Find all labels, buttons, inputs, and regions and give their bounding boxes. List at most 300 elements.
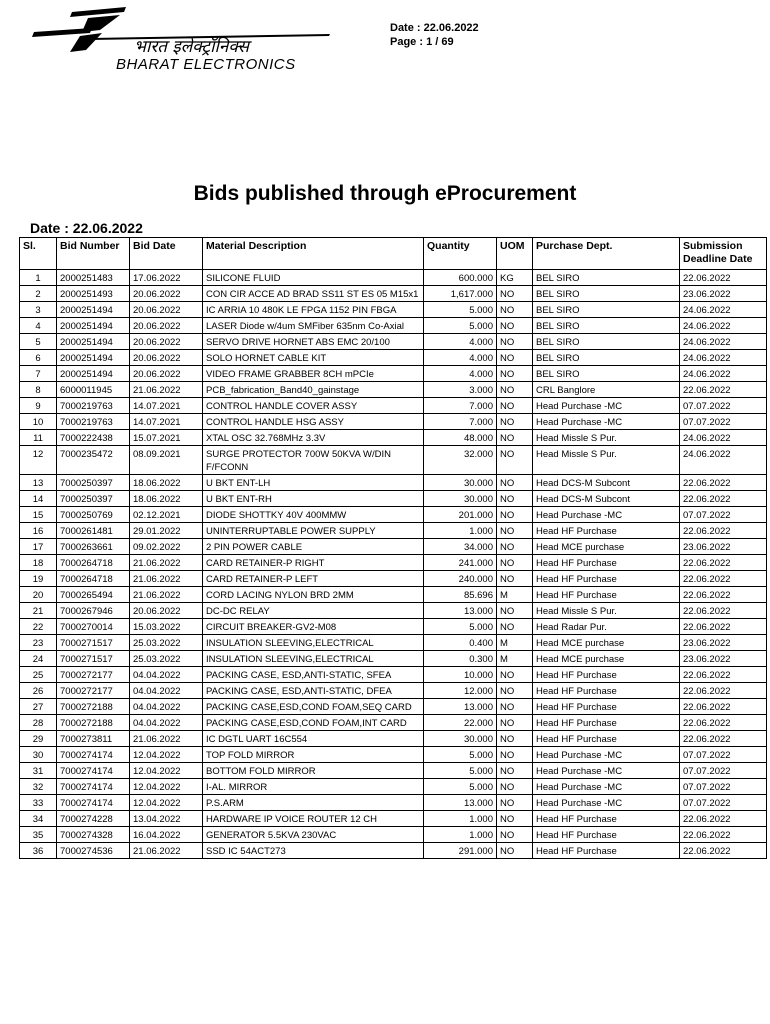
table-row bbox=[20, 555, 767, 571]
cell-uom: NO bbox=[497, 555, 533, 571]
table-row bbox=[20, 398, 767, 414]
cell-submission-deadline: 24.06.2022 bbox=[680, 334, 767, 350]
cell-bid-date: 21.06.2022 bbox=[130, 382, 203, 398]
cell-submission-deadline: 24.06.2022 bbox=[680, 350, 767, 366]
cell-material-description: PACKING CASE, ESD,ANTI-STATIC, SFEA bbox=[203, 667, 424, 683]
cell-material-description: SERVO DRIVE HORNET ABS EMC 20/100 bbox=[203, 334, 424, 350]
cell-uom: NO bbox=[497, 302, 533, 318]
cell-bid-date: 13.04.2022 bbox=[130, 811, 203, 827]
cell-purchase-dept: Head Purchase -MC bbox=[533, 398, 680, 414]
cell-sl: 4 bbox=[20, 318, 57, 334]
cell-sl: 1 bbox=[20, 270, 57, 286]
cell-uom: NO bbox=[497, 843, 533, 859]
cell-bid-number: 2000251494 bbox=[57, 334, 130, 350]
cell-purchase-dept: Head HF Purchase bbox=[533, 571, 680, 587]
table-row bbox=[20, 539, 767, 555]
cell-bid-date: 25.03.2022 bbox=[130, 635, 203, 651]
table-row bbox=[20, 619, 767, 635]
cell-uom: NO bbox=[497, 731, 533, 747]
table-row bbox=[20, 747, 767, 763]
cell-material-description: CIRCUIT BREAKER-GV2-M08 bbox=[203, 619, 424, 635]
cell-purchase-dept: Head HF Purchase bbox=[533, 555, 680, 571]
col-header-material-description: Material Description bbox=[203, 238, 424, 270]
cell-quantity: 32.000 bbox=[424, 446, 497, 475]
cell-uom: NO bbox=[497, 827, 533, 843]
cell-bid-date: 20.06.2022 bbox=[130, 366, 203, 382]
cell-bid-date: 20.06.2022 bbox=[130, 302, 203, 318]
cell-material-description: U BKT ENT-RH bbox=[203, 491, 424, 507]
cell-uom: NO bbox=[497, 507, 533, 523]
cell-material-description: TOP FOLD MIRROR bbox=[203, 747, 424, 763]
cell-purchase-dept: Head Purchase -MC bbox=[533, 779, 680, 795]
cell-bid-date: 18.06.2022 bbox=[130, 475, 203, 491]
print-date: Date : 22.06.2022 bbox=[390, 22, 479, 34]
cell-quantity: 30.000 bbox=[424, 491, 497, 507]
cell-purchase-dept: Head Missle S Pur. bbox=[533, 603, 680, 619]
cell-bid-number: 2000251494 bbox=[57, 302, 130, 318]
cell-uom: NO bbox=[497, 523, 533, 539]
cell-bid-number: 7000274174 bbox=[57, 795, 130, 811]
cell-submission-deadline: 22.06.2022 bbox=[680, 827, 767, 843]
cell-uom: NO bbox=[497, 318, 533, 334]
page-title: Bids published through eProcurement bbox=[193, 182, 577, 205]
cell-material-description: INSULATION SLEEVING,ELECTRICAL bbox=[203, 635, 424, 651]
table-row bbox=[20, 507, 767, 523]
cell-material-description: SILICONE FLUID bbox=[203, 270, 424, 286]
cell-quantity: 3.000 bbox=[424, 382, 497, 398]
cell-quantity: 13.000 bbox=[424, 699, 497, 715]
cell-submission-deadline: 22.06.2022 bbox=[680, 843, 767, 859]
cell-sl: 35 bbox=[20, 827, 57, 843]
cell-uom: NO bbox=[497, 619, 533, 635]
cell-submission-deadline: 22.06.2022 bbox=[680, 699, 767, 715]
cell-submission-deadline: 07.07.2022 bbox=[680, 747, 767, 763]
bel-logo bbox=[30, 6, 340, 73]
cell-uom: NO bbox=[497, 763, 533, 779]
cell-bid-date: 08.09.2021 bbox=[130, 446, 203, 475]
cell-purchase-dept: CRL Banglore bbox=[533, 382, 680, 398]
cell-bid-number: 7000274174 bbox=[57, 763, 130, 779]
cell-purchase-dept: Head Purchase -MC bbox=[533, 795, 680, 811]
cell-submission-deadline: 07.07.2022 bbox=[680, 763, 767, 779]
cell-sl: 22 bbox=[20, 619, 57, 635]
cell-purchase-dept: Head Radar Pur. bbox=[533, 619, 680, 635]
cell-uom: NO bbox=[497, 398, 533, 414]
cell-sl: 27 bbox=[20, 699, 57, 715]
cell-quantity: 13.000 bbox=[424, 603, 497, 619]
table-row bbox=[20, 491, 767, 507]
col-header-purchase-dept: Purchase Dept. bbox=[533, 238, 680, 270]
cell-sl: 17 bbox=[20, 539, 57, 555]
table-row bbox=[20, 699, 767, 715]
table-row bbox=[20, 270, 767, 286]
table-row bbox=[20, 603, 767, 619]
cell-material-description: CARD RETAINER-P LEFT bbox=[203, 571, 424, 587]
table-row bbox=[20, 715, 767, 731]
cell-bid-number: 7000274328 bbox=[57, 827, 130, 843]
cell-submission-deadline: 23.06.2022 bbox=[680, 539, 767, 555]
cell-uom: M bbox=[497, 587, 533, 603]
cell-material-description: INSULATION SLEEVING,ELECTRICAL bbox=[203, 651, 424, 667]
cell-purchase-dept: Head MCE purchase bbox=[533, 651, 680, 667]
cell-material-description: XTAL OSC 32.768MHz 3.3V bbox=[203, 430, 424, 446]
cell-submission-deadline: 22.06.2022 bbox=[680, 667, 767, 683]
table-row bbox=[20, 843, 767, 859]
cell-uom: M bbox=[497, 635, 533, 651]
col-header-bid-number: Bid Number bbox=[57, 238, 130, 270]
cell-material-description: VIDEO FRAME GRABBER 8CH mPCIe bbox=[203, 366, 424, 382]
cell-quantity: 5.000 bbox=[424, 779, 497, 795]
cell-sl: 9 bbox=[20, 398, 57, 414]
cell-uom: NO bbox=[497, 571, 533, 587]
table-row bbox=[20, 302, 767, 318]
cell-sl: 15 bbox=[20, 507, 57, 523]
cell-quantity: 1.000 bbox=[424, 811, 497, 827]
table-row bbox=[20, 414, 767, 430]
cell-uom: NO bbox=[497, 795, 533, 811]
table-row bbox=[20, 731, 767, 747]
cell-submission-deadline: 22.06.2022 bbox=[680, 811, 767, 827]
cell-submission-deadline: 24.06.2022 bbox=[680, 366, 767, 382]
cell-purchase-dept: Head HF Purchase bbox=[533, 523, 680, 539]
cell-uom: NO bbox=[497, 334, 533, 350]
cell-bid-number: 7000271517 bbox=[57, 651, 130, 667]
cell-material-description: PACKING CASE,ESD,COND FOAM,INT CARD bbox=[203, 715, 424, 731]
cell-bid-date: 12.04.2022 bbox=[130, 779, 203, 795]
cell-quantity: 600.000 bbox=[424, 270, 497, 286]
cell-bid-date: 04.04.2022 bbox=[130, 667, 203, 683]
cell-bid-number: 7000274174 bbox=[57, 779, 130, 795]
cell-material-description: IC DGTL UART 16C554 bbox=[203, 731, 424, 747]
table-row bbox=[20, 811, 767, 827]
table-row bbox=[20, 286, 767, 302]
cell-submission-deadline: 24.06.2022 bbox=[680, 446, 767, 475]
cell-bid-number: 7000271517 bbox=[57, 635, 130, 651]
table-row bbox=[20, 827, 767, 843]
cell-purchase-dept: Head HF Purchase bbox=[533, 843, 680, 859]
cell-sl: 18 bbox=[20, 555, 57, 571]
cell-bid-number: 7000272188 bbox=[57, 699, 130, 715]
cell-bid-number: 7000250397 bbox=[57, 491, 130, 507]
cell-sl: 2 bbox=[20, 286, 57, 302]
cell-bid-date: 20.06.2022 bbox=[130, 603, 203, 619]
cell-sl: 8 bbox=[20, 382, 57, 398]
cell-sl: 21 bbox=[20, 603, 57, 619]
cell-submission-deadline: 22.06.2022 bbox=[680, 619, 767, 635]
cell-quantity: 240.000 bbox=[424, 571, 497, 587]
cell-quantity: 5.000 bbox=[424, 318, 497, 334]
table-row bbox=[20, 763, 767, 779]
table-row bbox=[20, 430, 767, 446]
cell-bid-date: 04.04.2022 bbox=[130, 683, 203, 699]
cell-purchase-dept: Head HF Purchase bbox=[533, 683, 680, 699]
cell-submission-deadline: 22.06.2022 bbox=[680, 523, 767, 539]
cell-purchase-dept: Head MCE purchase bbox=[533, 539, 680, 555]
cell-bid-date: 29.01.2022 bbox=[130, 523, 203, 539]
cell-material-description: PACKING CASE, ESD,ANTI-STATIC, DFEA bbox=[203, 683, 424, 699]
cell-quantity: 30.000 bbox=[424, 731, 497, 747]
cell-material-description: DIODE SHOTTKY 40V 400MMW bbox=[203, 507, 424, 523]
cell-bid-date: 20.06.2022 bbox=[130, 286, 203, 302]
cell-sl: 5 bbox=[20, 334, 57, 350]
cell-quantity: 13.000 bbox=[424, 795, 497, 811]
cell-uom: NO bbox=[497, 603, 533, 619]
cell-bid-date: 21.06.2022 bbox=[130, 731, 203, 747]
cell-quantity: 7.000 bbox=[424, 398, 497, 414]
cell-bid-date: 21.06.2022 bbox=[130, 587, 203, 603]
cell-quantity: 241.000 bbox=[424, 555, 497, 571]
table-row bbox=[20, 523, 767, 539]
document-meta bbox=[390, 21, 479, 49]
cell-bid-number: 7000261481 bbox=[57, 523, 130, 539]
cell-sl: 29 bbox=[20, 731, 57, 747]
cell-uom: NO bbox=[497, 667, 533, 683]
cell-quantity: 7.000 bbox=[424, 414, 497, 430]
cell-quantity: 4.000 bbox=[424, 350, 497, 366]
cell-bid-number: 7000273811 bbox=[57, 731, 130, 747]
col-header-quantity: Quantity bbox=[424, 238, 497, 270]
cell-quantity: 0.400 bbox=[424, 635, 497, 651]
cell-sl: 13 bbox=[20, 475, 57, 491]
cell-material-description: IC ARRIA 10 480K LE FPGA 1152 PIN FBGA bbox=[203, 302, 424, 318]
cell-bid-number: 2000251494 bbox=[57, 350, 130, 366]
cell-bid-date: 04.04.2022 bbox=[130, 699, 203, 715]
cell-material-description: CON CIR ACCE AD BRAD SS11 ST ES 05 M15x1 bbox=[203, 286, 424, 302]
cell-purchase-dept: Head Purchase -MC bbox=[533, 763, 680, 779]
cell-quantity: 4.000 bbox=[424, 334, 497, 350]
cell-quantity: 30.000 bbox=[424, 475, 497, 491]
cell-quantity: 0.300 bbox=[424, 651, 497, 667]
page-number: Page : 1 / 69 bbox=[390, 36, 454, 48]
cell-material-description: PCB_fabrication_Band40_gainstage bbox=[203, 382, 424, 398]
cell-purchase-dept: Head HF Purchase bbox=[533, 827, 680, 843]
cell-uom: NO bbox=[497, 475, 533, 491]
cell-material-description: CARD RETAINER-P RIGHT bbox=[203, 555, 424, 571]
cell-uom: NO bbox=[497, 430, 533, 446]
cell-sl: 33 bbox=[20, 795, 57, 811]
cell-purchase-dept: Head HF Purchase bbox=[533, 811, 680, 827]
cell-quantity: 12.000 bbox=[424, 683, 497, 699]
cell-submission-deadline: 07.07.2022 bbox=[680, 507, 767, 523]
cell-material-description: SOLO HORNET CABLE KIT bbox=[203, 350, 424, 366]
cell-material-description: CONTROL HANDLE HSG ASSY bbox=[203, 414, 424, 430]
cell-material-description: GENERATOR 5.5KVA 230VAC bbox=[203, 827, 424, 843]
cell-uom: NO bbox=[497, 715, 533, 731]
table-row bbox=[20, 366, 767, 382]
cell-purchase-dept: Head Purchase -MC bbox=[533, 414, 680, 430]
table-row bbox=[20, 382, 767, 398]
cell-quantity: 4.000 bbox=[424, 366, 497, 382]
cell-sl: 30 bbox=[20, 747, 57, 763]
cell-quantity: 85.696 bbox=[424, 587, 497, 603]
cell-uom: NO bbox=[497, 366, 533, 382]
cell-material-description: BOTTOM FOLD MIRROR bbox=[203, 763, 424, 779]
cell-purchase-dept: Head MCE purchase bbox=[533, 635, 680, 651]
cell-sl: 36 bbox=[20, 843, 57, 859]
table-row bbox=[20, 683, 767, 699]
col-header-bid-date: Bid Date bbox=[130, 238, 203, 270]
cell-quantity: 201.000 bbox=[424, 507, 497, 523]
table-row bbox=[20, 475, 767, 491]
table-row bbox=[20, 571, 767, 587]
cell-sl: 28 bbox=[20, 715, 57, 731]
cell-purchase-dept: Head Missle S Pur. bbox=[533, 430, 680, 446]
cell-bid-date: 12.04.2022 bbox=[130, 763, 203, 779]
cell-quantity: 34.000 bbox=[424, 539, 497, 555]
table-header-row bbox=[20, 238, 767, 270]
cell-quantity: 1,617.000 bbox=[424, 286, 497, 302]
cell-submission-deadline: 22.06.2022 bbox=[680, 491, 767, 507]
cell-uom: NO bbox=[497, 491, 533, 507]
table-row bbox=[20, 635, 767, 651]
cell-material-description: SSD IC 54ACT273 bbox=[203, 843, 424, 859]
cell-submission-deadline: 22.06.2022 bbox=[680, 475, 767, 491]
cell-bid-date: 21.06.2022 bbox=[130, 571, 203, 587]
cell-uom: NO bbox=[497, 382, 533, 398]
cell-bid-number: 7000250769 bbox=[57, 507, 130, 523]
cell-sl: 3 bbox=[20, 302, 57, 318]
cell-quantity: 5.000 bbox=[424, 747, 497, 763]
cell-submission-deadline: 22.06.2022 bbox=[680, 731, 767, 747]
cell-bid-number: 2000251483 bbox=[57, 270, 130, 286]
cell-purchase-dept: Head HF Purchase bbox=[533, 667, 680, 683]
cell-uom: NO bbox=[497, 747, 533, 763]
cell-sl: 25 bbox=[20, 667, 57, 683]
cell-sl: 14 bbox=[20, 491, 57, 507]
cell-submission-deadline: 24.06.2022 bbox=[680, 430, 767, 446]
cell-quantity: 1.000 bbox=[424, 523, 497, 539]
cell-bid-number: 7000274174 bbox=[57, 747, 130, 763]
cell-bid-date: 15.07.2021 bbox=[130, 430, 203, 446]
cell-sl: 11 bbox=[20, 430, 57, 446]
cell-purchase-dept: Head HF Purchase bbox=[533, 731, 680, 747]
cell-sl: 12 bbox=[20, 446, 57, 475]
cell-purchase-dept: Head DCS-M Subcont bbox=[533, 475, 680, 491]
cell-material-description: CORD LACING NYLON BRD 2MM bbox=[203, 587, 424, 603]
cell-uom: NO bbox=[497, 699, 533, 715]
cell-purchase-dept: Head HF Purchase bbox=[533, 699, 680, 715]
cell-sl: 32 bbox=[20, 779, 57, 795]
cell-sl: 10 bbox=[20, 414, 57, 430]
cell-quantity: 5.000 bbox=[424, 619, 497, 635]
cell-bid-date: 15.03.2022 bbox=[130, 619, 203, 635]
cell-bid-number: 7000222438 bbox=[57, 430, 130, 446]
cell-bid-number: 6000011945 bbox=[57, 382, 130, 398]
logo-english-name: BHARAT ELECTRONICS bbox=[116, 56, 296, 73]
cell-bid-number: 7000219763 bbox=[57, 398, 130, 414]
cell-submission-deadline: 22.06.2022 bbox=[680, 270, 767, 286]
cell-submission-deadline: 07.07.2022 bbox=[680, 398, 767, 414]
bids-table bbox=[19, 237, 767, 859]
cell-submission-deadline: 23.06.2022 bbox=[680, 651, 767, 667]
cell-bid-date: 18.06.2022 bbox=[130, 491, 203, 507]
cell-sl: 26 bbox=[20, 683, 57, 699]
cell-uom: NO bbox=[497, 539, 533, 555]
cell-sl: 16 bbox=[20, 523, 57, 539]
cell-sl: 23 bbox=[20, 635, 57, 651]
cell-material-description: P.S.ARM bbox=[203, 795, 424, 811]
cell-bid-date: 12.04.2022 bbox=[130, 795, 203, 811]
cell-quantity: 5.000 bbox=[424, 763, 497, 779]
cell-uom: NO bbox=[497, 350, 533, 366]
cell-purchase-dept: BEL SIRO bbox=[533, 302, 680, 318]
cell-bid-date: 02.12.2021 bbox=[130, 507, 203, 523]
cell-bid-number: 2000251494 bbox=[57, 318, 130, 334]
cell-submission-deadline: 07.07.2022 bbox=[680, 414, 767, 430]
table-row bbox=[20, 651, 767, 667]
cell-bid-number: 7000267946 bbox=[57, 603, 130, 619]
cell-bid-number: 7000274536 bbox=[57, 843, 130, 859]
table-row bbox=[20, 350, 767, 366]
cell-purchase-dept: Head Purchase -MC bbox=[533, 507, 680, 523]
cell-material-description: UNINTERRUPTABLE POWER SUPPLY bbox=[203, 523, 424, 539]
cell-bid-number: 7000272188 bbox=[57, 715, 130, 731]
cell-bid-date: 16.04.2022 bbox=[130, 827, 203, 843]
cell-bid-number: 7000274228 bbox=[57, 811, 130, 827]
cell-uom: NO bbox=[497, 811, 533, 827]
cell-material-description: 2 PIN POWER CABLE bbox=[203, 539, 424, 555]
cell-bid-number: 7000235472 bbox=[57, 446, 130, 475]
cell-bid-number: 2000251493 bbox=[57, 286, 130, 302]
cell-sl: 6 bbox=[20, 350, 57, 366]
cell-submission-deadline: 22.06.2022 bbox=[680, 603, 767, 619]
cell-submission-deadline: 23.06.2022 bbox=[680, 286, 767, 302]
cell-purchase-dept: BEL SIRO bbox=[533, 270, 680, 286]
cell-material-description: DC-DC RELAY bbox=[203, 603, 424, 619]
cell-submission-deadline: 22.06.2022 bbox=[680, 587, 767, 603]
cell-sl: 19 bbox=[20, 571, 57, 587]
table-row bbox=[20, 795, 767, 811]
cell-purchase-dept: Head Missle S Pur. bbox=[533, 446, 680, 475]
cell-bid-number: 7000272177 bbox=[57, 667, 130, 683]
cell-sl: 31 bbox=[20, 763, 57, 779]
cell-bid-date: 12.04.2022 bbox=[130, 747, 203, 763]
cell-submission-deadline: 07.07.2022 bbox=[680, 779, 767, 795]
cell-purchase-dept: BEL SIRO bbox=[533, 286, 680, 302]
col-header-submission-deadline: Submission Deadline Date bbox=[680, 238, 767, 270]
cell-quantity: 5.000 bbox=[424, 302, 497, 318]
cell-uom: NO bbox=[497, 779, 533, 795]
cell-bid-date: 17.06.2022 bbox=[130, 270, 203, 286]
logo-hindi-name: भारत इलेक्ट्रॉनिक्स bbox=[134, 37, 250, 57]
cell-quantity: 10.000 bbox=[424, 667, 497, 683]
cell-uom: NO bbox=[497, 286, 533, 302]
cell-purchase-dept: Head DCS-M Subcont bbox=[533, 491, 680, 507]
cell-bid-number: 7000264718 bbox=[57, 571, 130, 587]
cell-purchase-dept: BEL SIRO bbox=[533, 334, 680, 350]
cell-purchase-dept: Head HF Purchase bbox=[533, 715, 680, 731]
cell-submission-deadline: 23.06.2022 bbox=[680, 635, 767, 651]
cell-purchase-dept: Head Purchase -MC bbox=[533, 747, 680, 763]
cell-bid-number: 7000270014 bbox=[57, 619, 130, 635]
cell-bid-date: 20.06.2022 bbox=[130, 334, 203, 350]
cell-material-description: CONTROL HANDLE COVER ASSY bbox=[203, 398, 424, 414]
cell-sl: 34 bbox=[20, 811, 57, 827]
cell-purchase-dept: BEL SIRO bbox=[533, 350, 680, 366]
cell-bid-number: 7000265494 bbox=[57, 587, 130, 603]
cell-quantity: 48.000 bbox=[424, 430, 497, 446]
cell-sl: 20 bbox=[20, 587, 57, 603]
cell-material-description: HARDWARE IP VOICE ROUTER 12 CH bbox=[203, 811, 424, 827]
cell-quantity: 22.000 bbox=[424, 715, 497, 731]
cell-bid-number: 7000263661 bbox=[57, 539, 130, 555]
cell-sl: 24 bbox=[20, 651, 57, 667]
table-row bbox=[20, 587, 767, 603]
cell-submission-deadline: 22.06.2022 bbox=[680, 555, 767, 571]
cell-bid-date: 21.06.2022 bbox=[130, 555, 203, 571]
cell-submission-deadline: 22.06.2022 bbox=[680, 382, 767, 398]
cell-bid-number: 7000250397 bbox=[57, 475, 130, 491]
